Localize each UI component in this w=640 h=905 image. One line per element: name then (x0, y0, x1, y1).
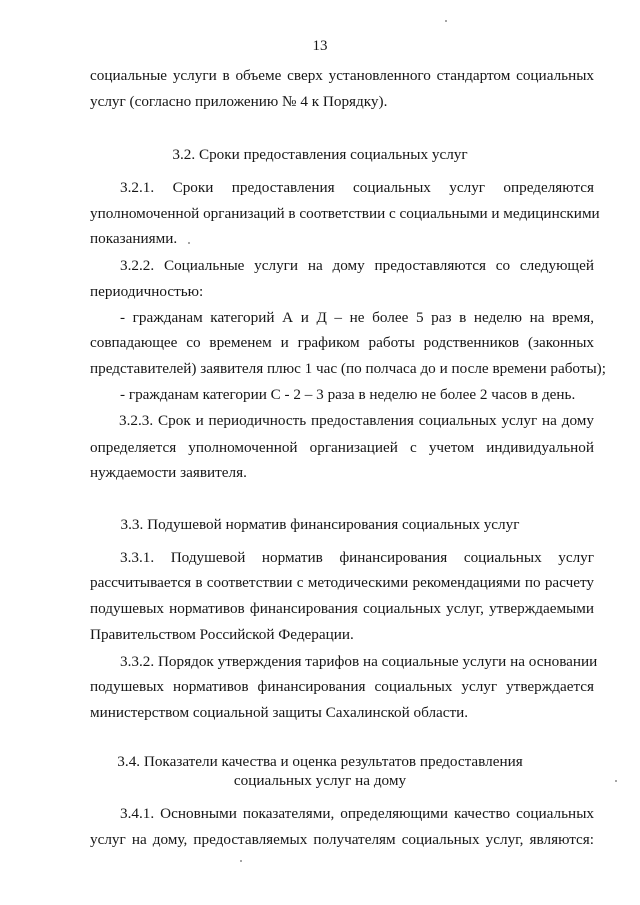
text-line: уполномоченной организаций в соответствии с социальными и медицинскими (90, 205, 600, 222)
text-line: периодичностью: (90, 283, 204, 300)
scan-speck (240, 860, 242, 862)
section-heading: 3.2. Сроки предоставления социальных услуг (172, 146, 468, 163)
text-line: нуждаемости заявителя. (90, 464, 247, 481)
text-line: определяется уполномоченной организацией с учетом индивидуальной (90, 439, 594, 456)
text-line: 3.2.2. Социальные услуги на дому предоставляются со следующей (120, 257, 594, 274)
text-line: рассчитывается в соответствии с методическими рекомендациями по расчету (90, 574, 594, 591)
list-item: - гражданам категорий А и Д – не более 5 раз в неделю на время, (120, 309, 594, 326)
section-heading: 3.3. Подушевой норматив финансирования социальных услуг (120, 516, 520, 533)
list-item: - гражданам категории С - 2 – 3 раза в неделю не более 2 часов в день. (120, 386, 576, 403)
text-line: подушевых нормативов финансирования социальных услуг утверждается (90, 678, 594, 695)
text-line: показаниями. (90, 230, 178, 247)
scan-speck (188, 242, 190, 244)
text-line: совпадающее со временем и графиком работы родственников (законных (90, 334, 594, 351)
text-line: представителей) заявителя плюс 1 час (по полчаса до и после времени работы); (90, 360, 606, 377)
text-line: 3.4.1. Основными показателями, определяющими качество социальных (120, 805, 594, 822)
scan-speck (445, 20, 447, 22)
text-line: 3.2.1. Сроки предоставления социальных услуг определяются (120, 179, 594, 196)
section-heading: социальных услуг на дому (233, 772, 407, 789)
text-line: социальные услуги в объеме сверх установленного стандартом социальных (90, 67, 594, 84)
scan-speck (615, 780, 617, 782)
text-line: 3.3.1. Подушевой норматив финансирования социальных услуг (120, 549, 594, 566)
text-line: подушевых нормативов финансирования социальных услуг, утверждаемыми (90, 600, 594, 617)
section-heading: 3.4. Показатели качества и оценка результатов предоставления (117, 753, 523, 770)
text-line: 3.2.3. Срок и периодичность предоставления социальных услуг на дому (119, 412, 594, 429)
text-line: Правительством Российской Федерации. (90, 626, 354, 643)
text-line: министерством социальной защиты Сахалинской области. (90, 704, 469, 721)
text-line: услуг на дому, предоставляемых получателям социальных услуг, являются: (90, 831, 594, 848)
text-line: 3.3.2. Порядок утверждения тарифов на социальные услуги на основании (120, 653, 598, 670)
text-line: услуг (согласно приложению № 4 к Порядку). (90, 93, 388, 110)
page-number: 13 (312, 38, 328, 54)
